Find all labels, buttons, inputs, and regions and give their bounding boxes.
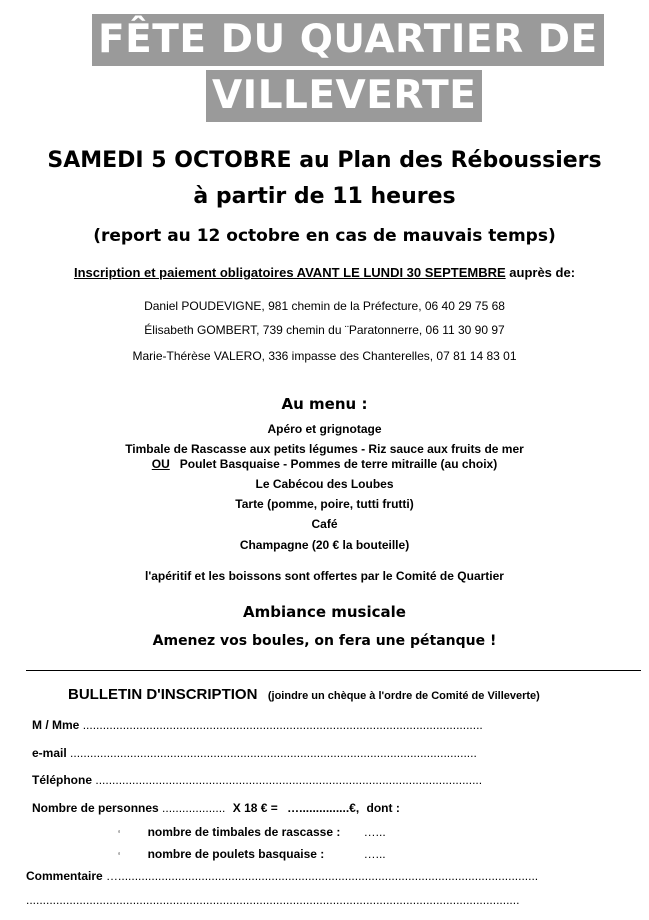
field-email-label: e-mail bbox=[32, 746, 67, 760]
field-comment-row[interactable] bbox=[26, 869, 641, 883]
menu-item-cafe: Café bbox=[311, 517, 338, 531]
field-poulets-label: nombre de poulets basquaise : bbox=[147, 847, 325, 861]
menu-or-label: OU bbox=[151, 457, 170, 471]
field-name-row[interactable] bbox=[32, 718, 483, 732]
menu-item-apero: Apéro et grignotage bbox=[267, 422, 382, 436]
bulletin-subtitle: (joindre un chèque à l'ordre de Comité de Villeverte) bbox=[267, 690, 540, 702]
field-total-dots[interactable]: …...............€, bbox=[287, 801, 360, 815]
divider bbox=[26, 670, 641, 671]
bulletin-header bbox=[68, 686, 540, 704]
field-name-label: M / Mme bbox=[32, 718, 80, 732]
menu-item-champagne: Champagne (20 € la bouteille) bbox=[239, 538, 410, 552]
field-poulets-row[interactable] bbox=[118, 847, 386, 861]
menu-item-poulet bbox=[0, 457, 649, 471]
event-report: (report au 12 octobre en cas de mauvais temps) bbox=[93, 226, 556, 246]
field-persons-dots[interactable]: ................... bbox=[162, 801, 226, 815]
field-phone-dots[interactable]: .................................................................................................................... bbox=[95, 773, 483, 787]
field-persons-multiplier: X 18 € = bbox=[232, 801, 278, 815]
ambiance-musicale: Ambiance musicale bbox=[243, 603, 406, 621]
field-email-dots[interactable]: .......................................................................................................................... bbox=[70, 746, 477, 760]
menu-poulet-text: Poulet Basquaise - Pommes de terre mitraille (au choix) bbox=[179, 457, 498, 471]
tick-icon: ‘ bbox=[118, 851, 121, 860]
event-time: à partir de 11 heures bbox=[193, 184, 456, 209]
field-persons-label: Nombre de personnes bbox=[32, 801, 159, 815]
field-comment-label: Commentaire bbox=[26, 869, 103, 883]
contact-1: Daniel POUDEVIGNE, 981 chemin de la Préfecture, 06 40 29 75 68 bbox=[144, 299, 505, 313]
field-timbales-row[interactable] bbox=[118, 825, 386, 839]
tick-icon: ‘ bbox=[118, 829, 121, 838]
field-persons-row[interactable] bbox=[32, 801, 400, 815]
field-timbales-label: nombre de timbales de rascasse : bbox=[147, 825, 341, 839]
inscription-deadline-underlined: Inscription et paiement obligatoires AVANT LE LUNDI 30 SEPTEMBRE bbox=[73, 265, 506, 280]
event-date: SAMEDI 5 OCTOBRE au Plan des Réboussiers bbox=[47, 148, 602, 173]
field-comment-line2[interactable]: .................................................................................................................................................... bbox=[26, 893, 520, 907]
field-email-row[interactable] bbox=[32, 746, 477, 760]
menu-note: l'apéritif et les boissons sont offertes par le Comité de Quartier bbox=[145, 569, 504, 583]
field-comment-dots[interactable]: ….............................................................................................................................. bbox=[106, 869, 539, 883]
petanque-line: Amenez vos boules, on fera une pétanque ! bbox=[152, 633, 497, 649]
field-phone-label: Téléphone bbox=[32, 773, 93, 787]
contact-3: Marie-Thérèse VALERO, 336 impasse des Chanterelles, 07 81 14 83 01 bbox=[132, 349, 517, 363]
contact-2: Élisabeth GOMBERT, 739 chemin du ¨Paratonnerre, 06 11 30 90 97 bbox=[144, 323, 505, 337]
bulletin-title: BULLETIN D'INSCRIPTION bbox=[68, 686, 258, 703]
field-phone-row[interactable] bbox=[32, 773, 482, 787]
title-banner-line1: FÊTE DU QUARTIER DE bbox=[92, 14, 604, 66]
field-poulets-dots[interactable]: …... bbox=[363, 847, 386, 861]
field-timbales-dots[interactable]: …... bbox=[363, 825, 386, 839]
menu-item-cabecou: Le Cabécou des Loubes bbox=[255, 477, 394, 491]
menu-item-timbale: Timbale de Rascasse aux petits légumes - Riz sauce aux fruits de mer bbox=[125, 442, 524, 456]
menu-item-tarte: Tarte (pomme, poire, tutti frutti) bbox=[235, 497, 414, 511]
field-dont-label: dont : bbox=[366, 801, 400, 815]
title-banner-line2: VILLEVERTE bbox=[206, 70, 482, 122]
inscription-deadline-suffix: auprès de: bbox=[505, 265, 576, 280]
field-name-dots[interactable]: ........................................................................................................................ bbox=[82, 718, 483, 732]
menu-title: Au menu : bbox=[281, 395, 368, 413]
inscription-deadline bbox=[0, 265, 649, 280]
